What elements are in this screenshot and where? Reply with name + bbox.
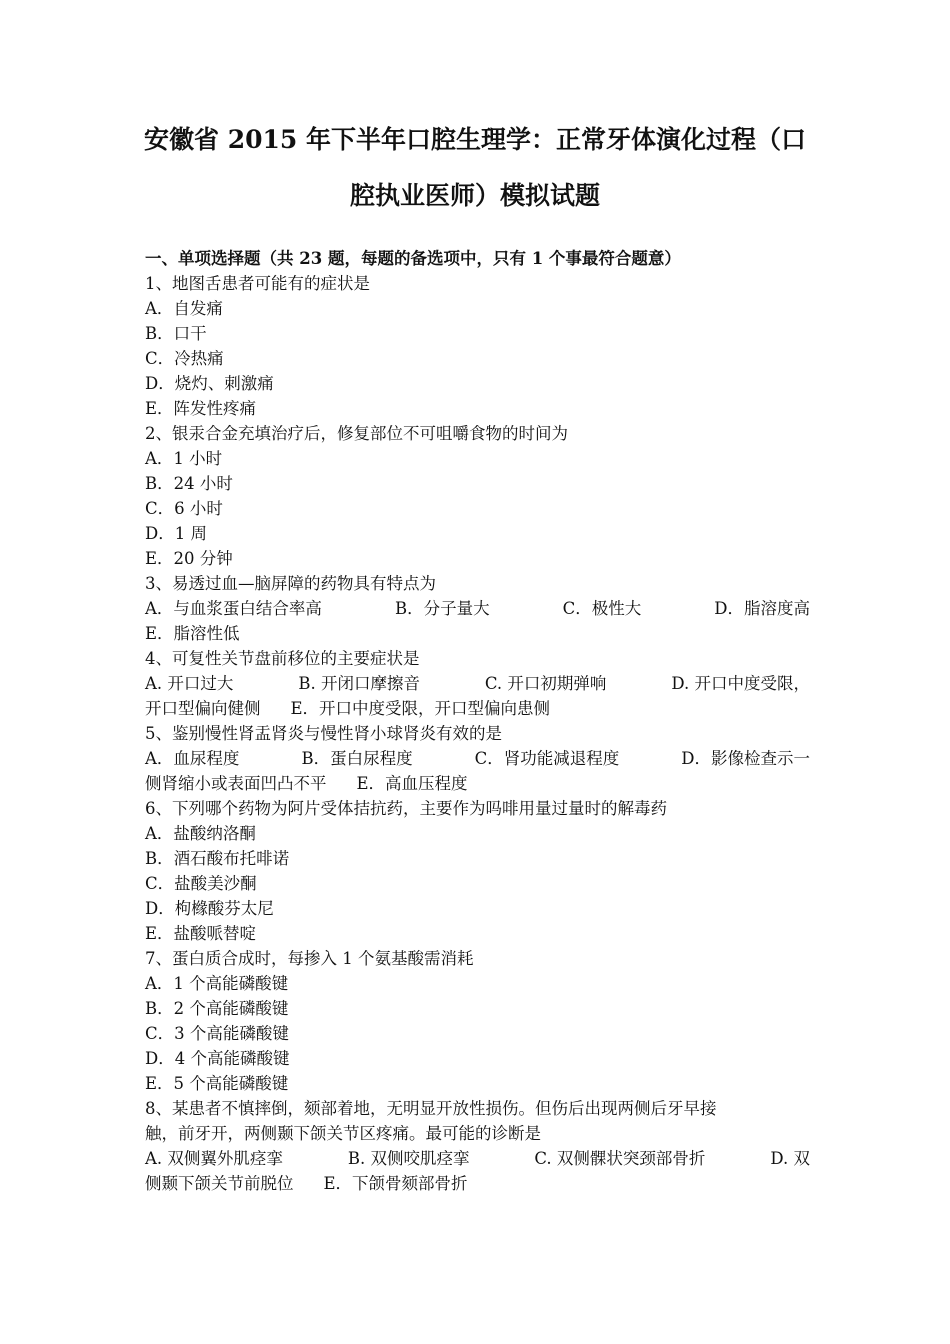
option: C．3 个高能磷酸键 bbox=[145, 1024, 289, 1043]
option: C．6 小时 bbox=[145, 499, 223, 518]
option-row bbox=[145, 1171, 810, 1196]
question-text: 8、某患者不慎摔倒，颏部着地，无明显开放性损伤。但伤后出现两侧后牙早接 bbox=[145, 1099, 717, 1118]
option: C. 开口初期弹响 bbox=[484, 674, 607, 693]
option-row bbox=[145, 746, 810, 771]
option: B．2 个高能磷酸键 bbox=[145, 999, 289, 1018]
option: D．枸橼酸芬太尼 bbox=[145, 899, 274, 918]
option: D．4 个高能磷酸键 bbox=[145, 1049, 290, 1068]
option: D．烧灼、刺激痛 bbox=[145, 374, 274, 393]
option: B. 双侧咬肌痉挛 bbox=[347, 1149, 470, 1168]
question-text: 1、地图舌患者可能有的症状是 bbox=[145, 274, 370, 293]
option: E．20 分钟 bbox=[145, 549, 233, 568]
question-text: 7、蛋白质合成时，每掺入 1 个氨基酸需消耗 bbox=[145, 949, 474, 968]
option: C．盐酸美沙酮 bbox=[145, 874, 257, 893]
option-continuation: 开口型偏向健侧 bbox=[145, 699, 261, 718]
option: C．肾功能减退程度 bbox=[474, 749, 620, 768]
option-row bbox=[145, 671, 810, 696]
option: C. 双侧髁状突颈部骨折 bbox=[534, 1149, 706, 1168]
option: D．1 周 bbox=[145, 524, 207, 543]
question-list bbox=[145, 246, 810, 1196]
question-text: 4、可复性关节盘前移位的主要症状是 bbox=[145, 649, 420, 668]
option: A．1 个高能磷酸键 bbox=[145, 974, 289, 993]
option: B．蛋白尿程度 bbox=[301, 749, 413, 768]
option: E．开口中度受限，开口型偏向患侧 bbox=[290, 699, 551, 718]
option-row bbox=[145, 596, 810, 621]
option: E．高血压程度 bbox=[356, 774, 468, 793]
option: D．脂溶度高 bbox=[714, 599, 810, 618]
title-line-2: 腔执业医师）模拟试题 bbox=[349, 181, 600, 210]
option: E．脂溶性低 bbox=[145, 624, 240, 643]
option-row bbox=[145, 696, 810, 721]
option: A．与血浆蛋白结合率高 bbox=[145, 599, 322, 618]
option-continuation: 侧颞下颌关节前脱位 bbox=[145, 1174, 294, 1193]
question-text: 2、银汞合金充填治疗后，修复部位不可咀嚼食物的时间为 bbox=[145, 424, 568, 443]
option: C．冷热痛 bbox=[145, 349, 224, 368]
option: A．血尿程度 bbox=[145, 749, 240, 768]
option: B．酒石酸布托啡诺 bbox=[145, 849, 290, 868]
option-row bbox=[145, 1146, 810, 1171]
option: A．1 小时 bbox=[145, 449, 223, 468]
option: A. 开口过大 bbox=[145, 674, 234, 693]
question-text: 5、鉴别慢性肾盂肾炎与慢性肾小球肾炎有效的是 bbox=[145, 724, 502, 743]
option: A．自发痛 bbox=[145, 299, 223, 318]
question-text: 6、下列哪个药物为阿片受体拮抗药，主要作为吗啡用量过量时的解毒药 bbox=[145, 799, 667, 818]
option: B. 开闭口摩擦音 bbox=[298, 674, 420, 693]
page-title bbox=[130, 112, 820, 224]
section-heading: 一、单项选择题（共 23 题，每题的备选项中，只有 1 个事最符合题意） bbox=[145, 249, 681, 268]
option: C．极性大 bbox=[562, 599, 642, 618]
option: D．影像检查示一 bbox=[681, 749, 810, 768]
option: E．盐酸哌替啶 bbox=[145, 924, 257, 943]
option: E．阵发性疼痛 bbox=[145, 399, 257, 418]
option: E．下颌骨颏部骨折 bbox=[323, 1174, 468, 1193]
option: A. 双侧翼外肌痉挛 bbox=[145, 1149, 283, 1168]
question-text-continuation: 触，前牙开，两侧颞下颌关节区疼痛。最可能的诊断是 bbox=[145, 1124, 541, 1143]
option: D. 开口中度受限， bbox=[671, 674, 810, 693]
option-continuation: 侧肾缩小或表面凹凸不平 bbox=[145, 774, 327, 793]
title-line-1: 安徽省 2015 年下半年口腔生理学：正常牙体演化过程（口 bbox=[144, 125, 806, 154]
option: B．口干 bbox=[145, 324, 207, 343]
question-text: 3、易透过血—脑屏障的药物具有特点为 bbox=[145, 574, 436, 593]
option: E．5 个高能磷酸键 bbox=[145, 1074, 289, 1093]
option-row bbox=[145, 771, 810, 796]
option: D. 双 bbox=[770, 1149, 810, 1168]
option: B．24 小时 bbox=[145, 474, 233, 493]
option: A．盐酸纳洛酮 bbox=[145, 824, 256, 843]
option: B．分子量大 bbox=[394, 599, 490, 618]
